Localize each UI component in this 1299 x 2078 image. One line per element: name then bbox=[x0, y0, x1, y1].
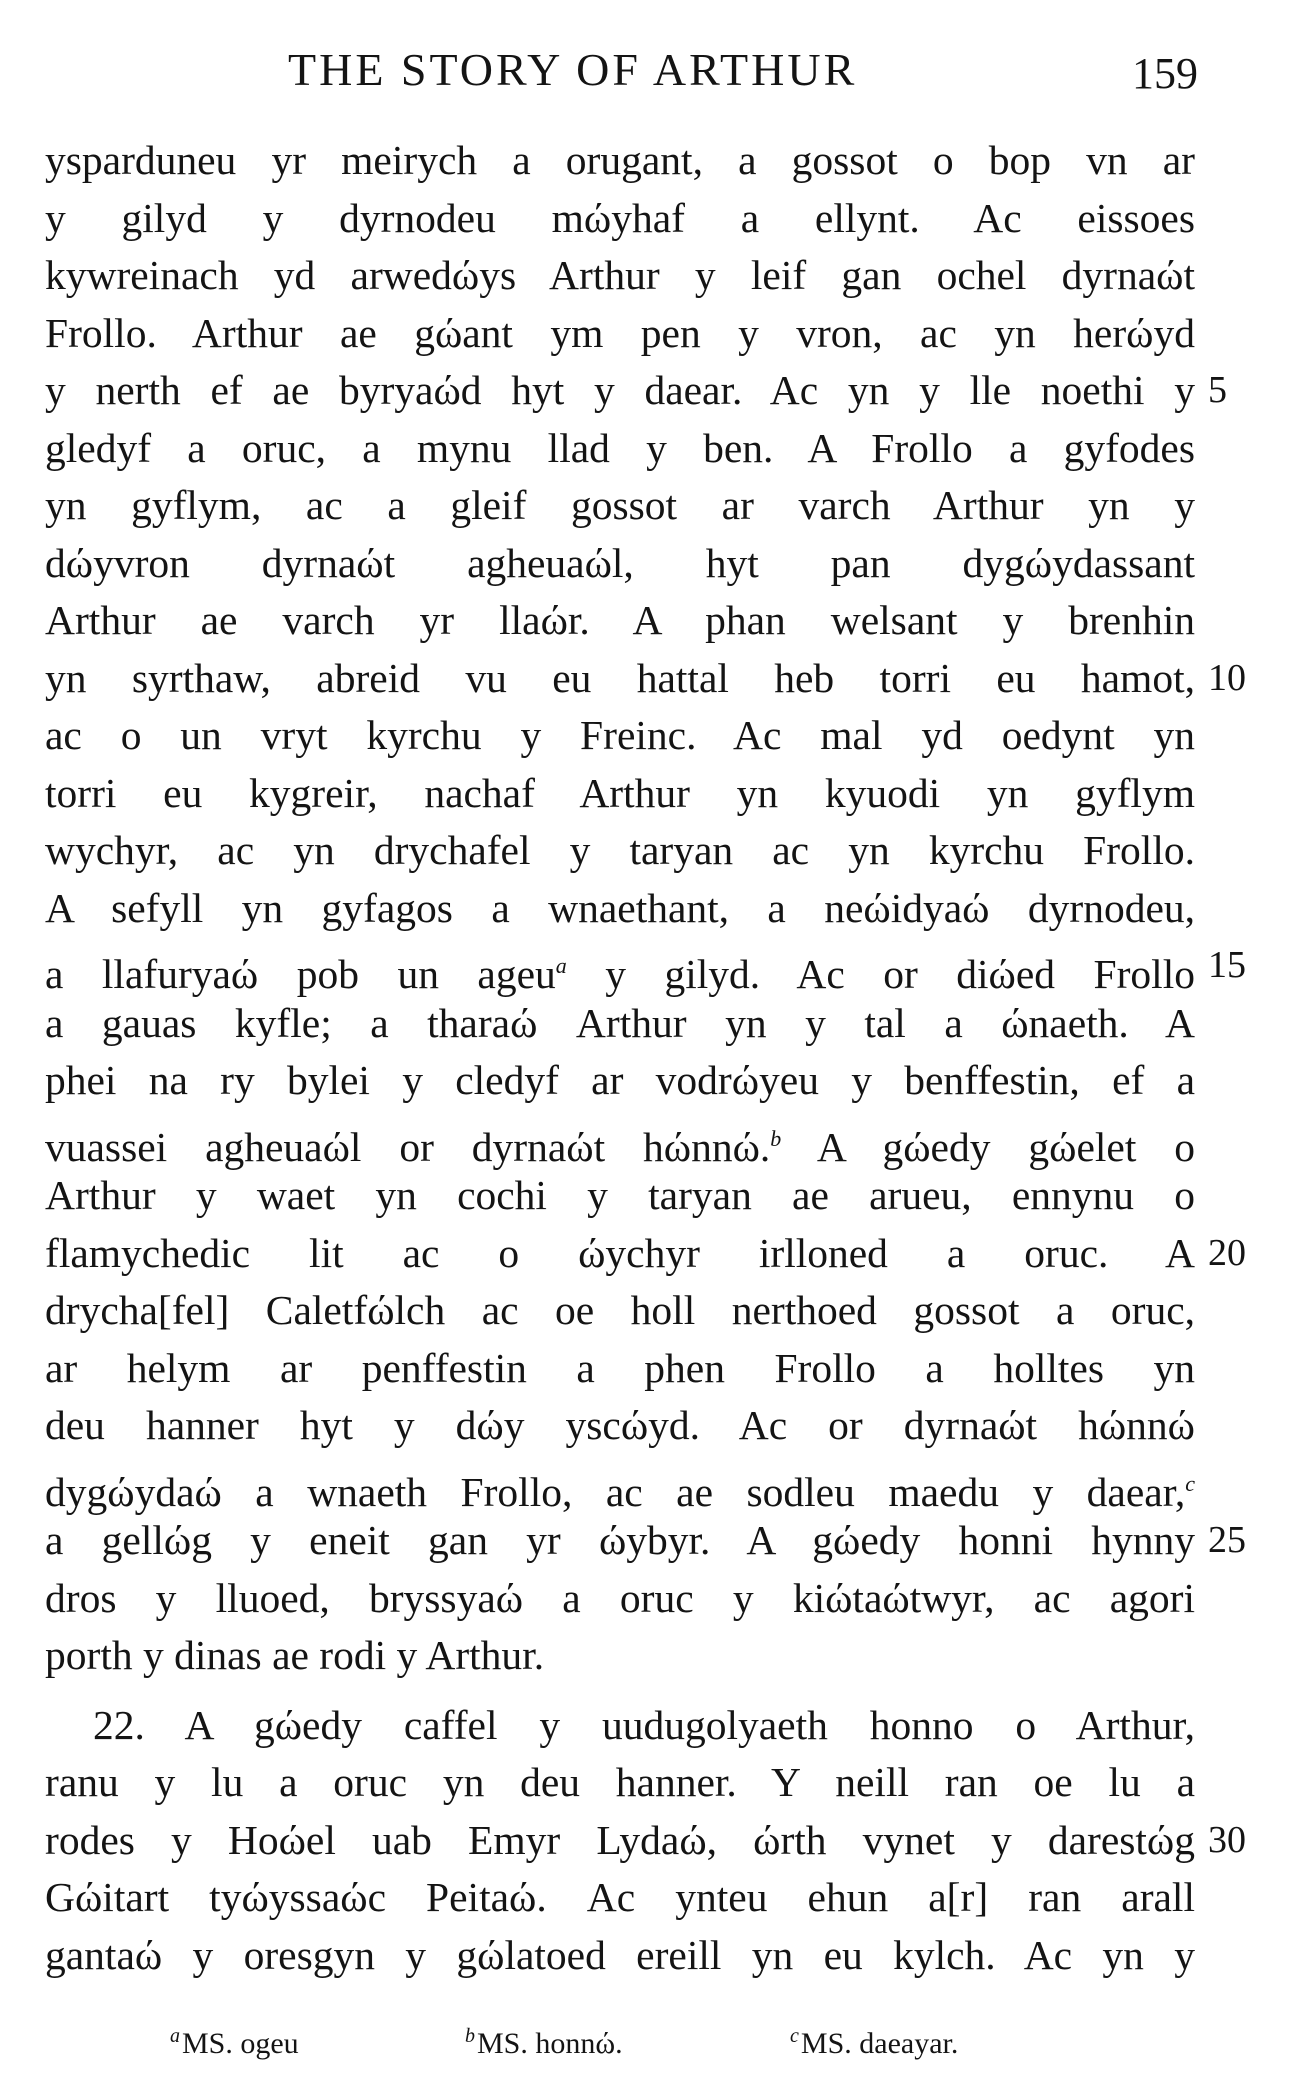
text-line-4: Frollo. Arthur ae gώant ym pen y vron, ac yn herώyd bbox=[45, 309, 1195, 356]
line-number-15: 15 bbox=[1208, 944, 1246, 986]
line-number-25: 25 bbox=[1208, 1519, 1246, 1561]
footnote-ref-b: b bbox=[770, 1125, 782, 1151]
text-line-18-tail: A gώedy gώelet o bbox=[781, 1123, 1195, 1170]
text-line-31: Gώitart tyώyssaώc Peitaώ. Ac ynteu ehun a[r] ran arall bbox=[45, 1874, 1195, 1920]
text-line-19: Arthur y waet yn cochi y taryan ae arueu, ennynu o bbox=[45, 1172, 1195, 1218]
text-line-26: dros y lluoed, bryssyaώ a oruc y kiώtaώtwyr, ac agori bbox=[45, 1574, 1195, 1621]
text-line-17: phei na ry bylei y cledyf ar vodrώyeu y benffestin, ef a bbox=[45, 1057, 1195, 1103]
text-line-7: yn gyflym, ac a gleif gossot ar varch Arthur yn y bbox=[45, 482, 1195, 528]
footnote-mark-a: a bbox=[170, 2025, 180, 2047]
body-text bbox=[45, 132, 1195, 1984]
text-line-24 bbox=[45, 1455, 1195, 1513]
text-line-20: flamychedic lit ac o ώychyr irlloned a oruc. A bbox=[45, 1229, 1195, 1276]
text-line-5: y nerth ef ae byryaώd hyt y daear. Ac yn y lle noethi y bbox=[45, 367, 1195, 413]
text-line-21: drycha[fel] Caletfώlch ac oe holl nerthoed gossot a oruc, bbox=[45, 1287, 1195, 1333]
text-line-27: porth y dinas ae rodi y Arthur. bbox=[45, 1632, 545, 1678]
page-number: 159 bbox=[1132, 49, 1198, 98]
text-line-9: Arthur ae varch yr llaώr. A phan welsant y brenhin bbox=[45, 597, 1195, 643]
text-line-28: 22. A gώedy caffel y uudugolyaeth honno o Arthur, bbox=[93, 1701, 1195, 1748]
text-line-15 bbox=[45, 937, 1195, 995]
line-number-10: 10 bbox=[1208, 657, 1246, 699]
footnote-text-c: MS. daeayar. bbox=[800, 2027, 959, 2060]
text-line-25: a gellώg y eneit gan yr ώybyr. A gώedy honni hynny bbox=[45, 1517, 1195, 1563]
text-line-18 bbox=[45, 1110, 1195, 1168]
footnote-b bbox=[465, 2025, 623, 2061]
running-title: THE STORY OF ARTHUR bbox=[288, 44, 858, 95]
text-line-1: yspardunеu yr meirych a orugant, a gossot o bop vn ar bbox=[45, 137, 1195, 183]
text-line-10: yn syrthaw, abreid vu eu hattal heb torri eu hamot, bbox=[45, 654, 1195, 701]
footnote-ref-c: c bbox=[1185, 1470, 1195, 1496]
text-line-14: A sefyll yn gyfagos a wnaethant, a neώidyaώ dyrnodeu, bbox=[45, 884, 1195, 931]
footnote-mark-b: b bbox=[465, 2025, 475, 2047]
paragraph-gap bbox=[45, 1685, 1195, 1697]
text-line-29: ranu y lu a oruc yn deu hanner. Y neill ran oe lu a bbox=[45, 1759, 1195, 1805]
text-line-12: torri eu kygreir, nachaf Arthur yn kyuodi yn gyflym bbox=[45, 769, 1195, 816]
text-line-8: dώyvron dyrnaώt agheuaώl, hyt pan dygώydassant bbox=[45, 539, 1195, 586]
line-number-30: 30 bbox=[1208, 1819, 1246, 1861]
running-head bbox=[48, 40, 1198, 100]
text-line-11: ac o un vryt kyrchu y Freinc. Ac mal yd oedynt yn bbox=[45, 712, 1195, 758]
footnote-text-a: MS. ogeu bbox=[182, 2027, 299, 2060]
footnote-text-b: MS. honnώ. bbox=[477, 2027, 623, 2060]
text-line-18-head: vuassei agheuaώl or dyrnaώt hώnnώ. bbox=[45, 1123, 771, 1170]
text-line-13: wychyr, ac yn drychafel y taryan ac yn kyrchu Frollo. bbox=[45, 827, 1195, 873]
text-line-2: y gilyd y dyrnodeu mώyhaf a ellynt. Ac eissoes bbox=[45, 194, 1195, 241]
text-line-15-head: a llafuryaώ pob un ageu bbox=[45, 950, 556, 997]
footnote-ref-a: a bbox=[555, 953, 567, 978]
text-line-30: rodes y Hoώel uab Emyr Lydaώ, ώrth vynet y darestώg bbox=[45, 1816, 1195, 1863]
line-number-20: 20 bbox=[1208, 1232, 1246, 1274]
text-line-32: gantaώ y oresgyn y gώlatoed ereill yn eu kylch. Ac yn y bbox=[45, 1931, 1195, 1978]
text-line-15-tail: y gilyd. Ac or diώed Frollo bbox=[566, 950, 1195, 997]
text-line-16: a gauas kyfle; a tharaώ Arthur yn y tal a ώnaeth. A bbox=[45, 999, 1195, 1046]
text-line-24-text: dygώydaώ a wnaeth Frollo, ac ae sodleu maedu y daear, bbox=[45, 1468, 1186, 1515]
text-line-22: ar helym ar penffestin a phen Frollo a holltes yn bbox=[45, 1344, 1195, 1391]
line-number-5: 5 bbox=[1208, 369, 1227, 411]
footnote-c bbox=[790, 2025, 958, 2061]
text-line-23: deu hanner hyt y dώy yscώyd. Ac or dyrnaώt hώnnώ bbox=[45, 1402, 1195, 1448]
footnote-a bbox=[170, 2025, 299, 2061]
text-line-6: gledyf a oruc, a mynu llad y ben. A Frollo a gyfodes bbox=[45, 424, 1195, 471]
footnote-mark-c: c bbox=[790, 2025, 799, 2047]
text-line-3: kywreinach yd arwedώys Arthur y leif gan ochel dyrnaώt bbox=[45, 252, 1195, 298]
